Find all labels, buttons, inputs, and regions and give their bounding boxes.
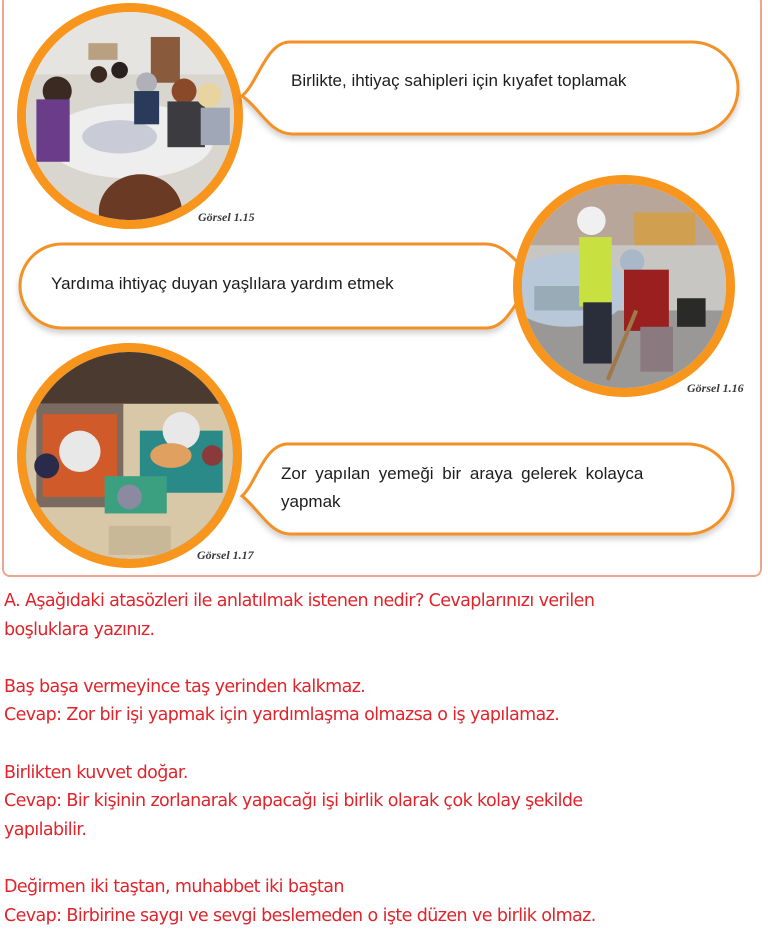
caption-gorsel-1-15: Görsel 1.15 [198, 210, 255, 224]
proverb-2: Birlikten kuvvet doğar. [4, 762, 188, 783]
speech-bubble-1 [240, 38, 740, 138]
bubble-text-3-line1: Zor yapılan yemeği bir araya gelerek kolayca [281, 464, 644, 483]
exercise-section [4, 587, 764, 930]
photo-clothes-collection [17, 3, 243, 229]
speech-bubble-2 [18, 240, 538, 332]
question-line-2: boşluklara yazınız. [4, 619, 155, 640]
speech-bubble-3 [240, 440, 740, 540]
answer-3: Cevap: Birbirine saygı ve sevgi beslemeden o işte düzen ve birlik olmaz. [4, 905, 596, 926]
question-line-1: A. Aşağıdaki atasözleri ile anlatılmak istenen nedir? Cevaplarınızı verilen [4, 591, 595, 611]
photo-helping-elderly [513, 175, 735, 397]
answer-2-line-1: Cevap: Bir kişinin zorlanarak yapacağı işi birlik olarak çok kolay şekilde [4, 791, 583, 812]
answer-1: Cevap: Zor bir işi yapmak için yardımlaşma olmazsa o iş yapılamaz. [4, 705, 560, 726]
caption-gorsel-1-16: Görsel 1.16 [687, 381, 744, 395]
bubble-text-1: Birlikte, ihtiyaç sahipleri için kıyafet toplamak [291, 71, 627, 90]
answer-2-line-2: yapılabilir. [4, 819, 87, 840]
caption-gorsel-1-17: Görsel 1.17 [197, 548, 254, 562]
bubble-text-3-line2: yapmak [281, 492, 341, 511]
proverb-1: Baş başa vermeyince taş yerinden kalkmaz. [4, 676, 366, 697]
bubble-text-2: Yardıma ihtiyaç duyan yaşlılara yardım etmek [51, 274, 394, 293]
proverb-3: Değirmen iki taştan, muhabbet iki baştan [4, 876, 344, 897]
photo-women-cooking [17, 343, 242, 568]
